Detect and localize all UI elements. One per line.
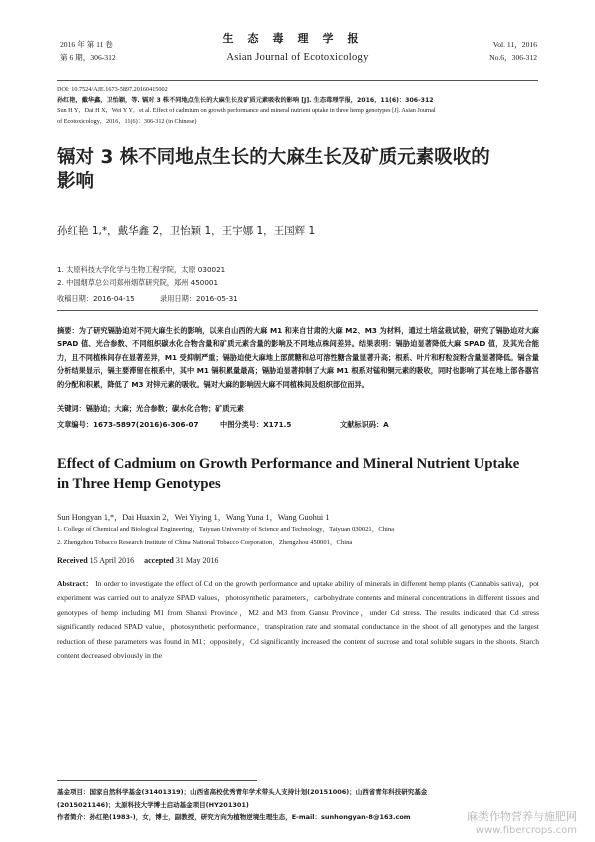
affiliation-en-1: 1. College of Chemical and Biological Engineering，Taiyuan University of Science and Technology，Taiyuan 030021，China xyxy=(57,526,395,533)
year-volume: 2016 年 第 11 卷 xyxy=(60,40,113,49)
received-date: 15 April 2016 xyxy=(89,556,135,565)
title-en xyxy=(57,454,547,494)
header-volume-info-en xyxy=(489,38,537,64)
title-en-line2: in Three Hemp Genotypes xyxy=(57,476,221,492)
accepted-date-cn: 录用日期：2016-05-31 xyxy=(160,294,238,303)
abstract-en-text: In order to investigate the effect of Cd on the growth performance and uptake ability of minerals in different hemp plants (Cannabis sativa)，pot experiment was carried out to analyze SPAD values，photosynthetic parameters，carbohydrate contents and mineral concentrations in different tissues and genotypes of hemp including M1 from Shanxi Province，M2 and M3 from Gansu Province，under Cd stress. The results indicated that Cd stress significantly reduced SPAD value，photosynthetic performance，transpiration rate and stomatal conductance in the shoot of all genotypes and the largest reduction of these parameters was found in M1；oppositely，Cd significantly increased the content of sucrose and total soluble sugars in the shoots. Starch content decreased obviously in the xyxy=(57,579,539,661)
citation-cn: 孙红艳，戴华鑫，卫怡颖，等. 镉对 3 株不同地点生长的大麻生长及矿质元素吸收的影响 [J]. 生态毒理学报，2016，11(6)：306-312 xyxy=(57,96,434,104)
citation-en-line2: of Ecotoxicology，2016，11(6)：306-312 (in Chinese) xyxy=(57,117,197,125)
abstract-en-label: Abstract： xyxy=(57,579,94,588)
footnote-rule xyxy=(57,780,257,781)
citation-block xyxy=(57,85,542,127)
abstract-en xyxy=(57,577,539,663)
authors-cn: 孙红艳 1,*，戴华鑫 2，卫怡颖 1，王宇娜 1，王国辉 1 xyxy=(57,225,316,237)
keywords-cn: 关键词：镉胁迫；大麻；光合参数；碳水化合物；矿质元素 xyxy=(57,404,244,413)
received-label: Received xyxy=(57,556,88,565)
clc-number: 中图分类号：X171.5 xyxy=(220,420,292,429)
funding-line2: (2015021146)；太原科技大学博士启动基金项目(HY201301) xyxy=(57,800,249,809)
authors-en: Sun Hongyan 1,*，Dai Huaxin 2，Wei Yiying 1，Wang Yuna 1，Wang Guohui 1 xyxy=(57,513,330,522)
issue-en: No.6，306-312 xyxy=(489,53,537,62)
received-date-cn: 收稿日期：2016-04-15 xyxy=(57,294,135,303)
abstract-cn: 摘要：为了研究镉胁迫对不同大麻生长的影响，以来自山西的大麻 M1 和来自甘肃的大麻 M2、M3 为材料，通过土培盆栽试验，研究了镉胁迫对大麻 SPAD 值、光合参数、不同组织碳水化合物含量和矿质元素含量的影响及不同地点株间差异。结果表明：镉胁迫显著降低大麻 SPAD 值，及其光合能力，且不同植株间存在显著差异，M1 受抑制严重；镉胁迫使大麻地上部蔗糖和总可溶性糖含量显著升高；根系、叶片和籽粒淀粉含量显著降低。镉含量分析结果显示，镉主要滞留在根系中，其中 M1 镉积累量最高；镉胁迫显著抑制了大麻 M1 根系对锰和铜元素的吸收，同时也影响了其在地上部各器官的分配和积累，降低了 M3 对锌元素的吸收。镉对大麻的影响因大麻不同植株间及组织部位而异。 xyxy=(57,326,539,389)
citation-en-line1: Sun H Y，Dai H X，Wei Y Y，et al. Effect of cadmium on growth performance and mineral nutrient uptake in three hemp genotypes [J]. Asian Journal xyxy=(57,107,436,114)
watermark-cn: 麻类作物营养与施肥网 xyxy=(467,810,577,823)
affiliation-cn-1: 1. 太原科技大学化学与生物工程学院，太原 030021 xyxy=(57,265,226,274)
article-number: 文章编号：1673-5897(2016)6-306-07 xyxy=(57,420,199,429)
issue-pages: 第 6 期，306-312 xyxy=(60,53,116,62)
watermark xyxy=(467,810,577,838)
title-cn xyxy=(57,146,547,194)
affiliation-cn-2: 2. 中国烟草总公司郑州烟草研究院，郑州 450001 xyxy=(57,278,219,287)
affiliation-en-2: 2. Zhengzhou Tobacco Research Institute of China National Tobacco Corporation，Zhengzhou 450001，China xyxy=(57,538,353,546)
title-cn-line1: 镉对 3 株不同地点生长的大麻生长及矿质元素吸收的 xyxy=(57,147,490,168)
affiliations-en xyxy=(57,524,394,549)
author-bio: 作者简介：孙红艳(1983-)，女，博士，副教授，研究方向为植物逆境生理生态，E-mail：sunhongyan-8@163.com xyxy=(57,813,411,822)
affiliations-cn xyxy=(57,263,225,289)
accepted-label: accepted xyxy=(144,556,174,565)
doi: DOI: 10.7524/AJE.1673-5897.20160415002 xyxy=(57,86,168,93)
volume-en: Vol. 11，2016 xyxy=(492,40,537,49)
journal-title-en: Asian Journal of Ecotoxicology xyxy=(226,52,369,63)
journal-title-cn: 生态毒理学报 xyxy=(222,32,373,45)
accepted-date: 31 May 2016 xyxy=(175,556,219,565)
document-code: 文献标识码：A xyxy=(340,420,389,429)
divider xyxy=(57,310,538,311)
funding-line1: 基金项目：国家自然科学基金(31401319)；山西省高校优秀青年学术带头人支持计划(20151006)；山西省青年科技研究基金 xyxy=(57,788,428,796)
title-cn-line2: 影响 xyxy=(57,171,95,192)
received-accepted-en xyxy=(57,556,219,565)
watermark-url: www.fibercrops.com xyxy=(475,825,577,836)
header-rule xyxy=(57,80,538,81)
title-en-line1: Effect of Cadmium on Growth Performance and Mineral Nutrient Uptake xyxy=(57,456,520,472)
